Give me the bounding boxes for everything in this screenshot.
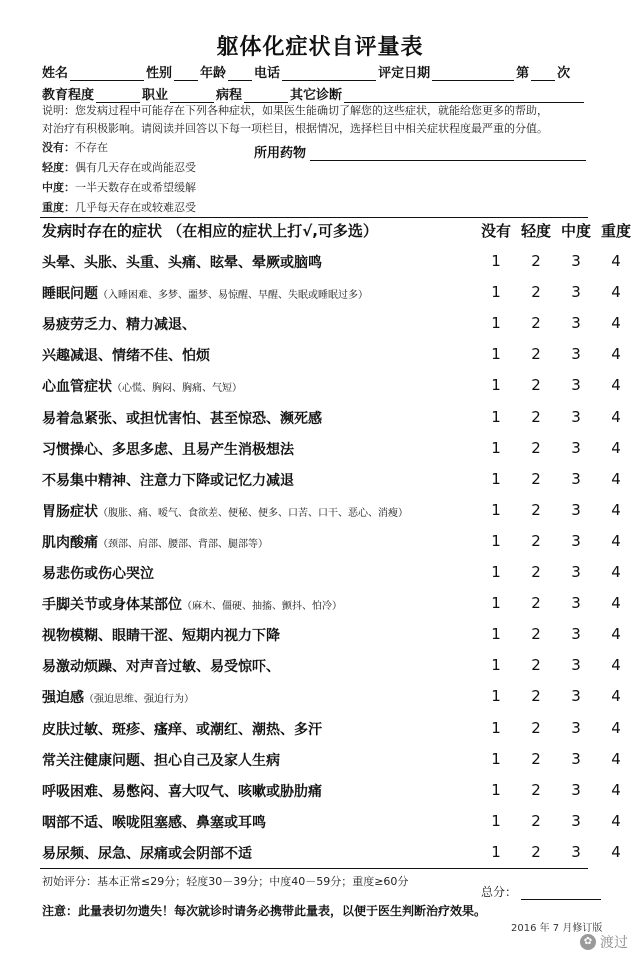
score-option[interactable]: 1 bbox=[491, 469, 501, 488]
symptom-label bbox=[42, 719, 322, 739]
score-option[interactable]: 2 bbox=[531, 842, 541, 861]
table-row bbox=[42, 526, 621, 557]
wechat-icon: ✿ bbox=[580, 934, 596, 950]
symptom-label bbox=[42, 376, 242, 396]
job-field[interactable] bbox=[170, 88, 214, 103]
symptom-main: 皮肤过敏、斑疹、瘙痒、或潮红、潮热、多汗 bbox=[42, 721, 322, 738]
date-field[interactable] bbox=[432, 66, 514, 81]
symptom-label bbox=[42, 345, 210, 365]
other-diagnosis-field[interactable] bbox=[344, 88, 584, 103]
symptom-label bbox=[42, 252, 322, 272]
score-option[interactable]: 1 bbox=[491, 811, 501, 830]
form-title: 躯体化症状自评量表 bbox=[216, 35, 424, 60]
score-option[interactable]: 3 bbox=[571, 500, 581, 519]
symptom-label bbox=[42, 625, 280, 645]
times-label: 次 bbox=[557, 66, 571, 81]
level-moderate: 中度 bbox=[560, 222, 591, 240]
score-options bbox=[476, 532, 636, 558]
score-option[interactable]: 2 bbox=[531, 718, 541, 737]
score-option[interactable]: 4 bbox=[611, 407, 621, 426]
score-option[interactable]: 3 bbox=[571, 656, 581, 675]
symptom-main: 呼吸困难、易憋闷、喜大叹气、咳嗽或胁肋痛 bbox=[42, 783, 322, 800]
score-option[interactable]: 4 bbox=[611, 531, 621, 550]
score-option[interactable]: 4 bbox=[611, 594, 621, 613]
table-row bbox=[42, 650, 621, 681]
table-row bbox=[42, 495, 621, 526]
score-options bbox=[476, 687, 636, 713]
score-option[interactable]: 2 bbox=[531, 438, 541, 457]
symptom-label bbox=[42, 314, 196, 334]
legend-item: 重度：几乎每天存在或较难忍受 bbox=[42, 201, 196, 214]
score-option[interactable]: 1 bbox=[491, 780, 501, 799]
score-option[interactable]: 4 bbox=[611, 718, 621, 737]
symptom-main: 睡眠问题 bbox=[42, 286, 98, 303]
name-label: 姓名 bbox=[42, 66, 69, 81]
medication-label: 所用药物 bbox=[254, 146, 307, 161]
symptom-detail: （强迫思维、强迫行为） bbox=[84, 694, 194, 706]
level-severe: 重度 bbox=[600, 222, 631, 240]
score-option[interactable]: 2 bbox=[531, 811, 541, 830]
education-label: 教育程度 bbox=[42, 88, 95, 103]
level-none: 没有 bbox=[480, 222, 511, 240]
score-options bbox=[476, 314, 636, 340]
job-label: 职业 bbox=[142, 88, 169, 103]
score-option[interactable]: 3 bbox=[571, 780, 581, 799]
score-option[interactable]: 4 bbox=[611, 811, 621, 830]
symptom-label bbox=[42, 532, 268, 552]
instructions-line-2: 对治疗有积极影响。请阅读并回答以下每一项栏目，根据情况，选择栏目中相关症状程度最严重的分值。 bbox=[42, 122, 548, 135]
score-options bbox=[476, 283, 636, 309]
info-row-1 bbox=[42, 62, 602, 81]
name-field[interactable] bbox=[70, 66, 144, 81]
score-option[interactable]: 2 bbox=[531, 407, 541, 426]
score-options bbox=[476, 656, 636, 682]
symptom-detail: （入睡困难、多梦、噩梦、易惊醒、早醒、失眠或睡眠过多） bbox=[98, 290, 368, 302]
symptom-label bbox=[42, 439, 294, 459]
table-row bbox=[42, 370, 621, 401]
score-option[interactable]: 3 bbox=[571, 314, 581, 333]
symptom-main: 易疲劳乏力、精力减退、 bbox=[42, 317, 196, 334]
score-option[interactable]: 1 bbox=[491, 842, 501, 861]
initial-score: 初始评分：基本正常≤29分；轻度30－39分；中度40－59分；重度≥60分 bbox=[42, 875, 409, 888]
score-option[interactable]: 4 bbox=[611, 749, 621, 768]
table-row bbox=[42, 744, 621, 775]
nth-label: 第 bbox=[516, 66, 530, 81]
course-label: 病程 bbox=[216, 88, 243, 103]
score-option[interactable]: 4 bbox=[611, 563, 621, 581]
score-options bbox=[476, 408, 636, 434]
total-label: 总分： bbox=[481, 885, 518, 899]
score-option[interactable]: 3 bbox=[571, 718, 581, 737]
score-option[interactable]: 4 bbox=[611, 780, 621, 799]
revision-note: 2016 年 7 月修订版 bbox=[511, 923, 603, 934]
table-row bbox=[42, 277, 621, 308]
table-row bbox=[42, 588, 621, 619]
symptom-header: 发病时存在的症状 （在相应的症状上打√,可多选） bbox=[42, 222, 378, 240]
score-option[interactable]: 1 bbox=[491, 718, 501, 737]
score-option[interactable]: 2 bbox=[531, 656, 541, 675]
score-option[interactable]: 4 bbox=[611, 625, 621, 644]
symptom-label bbox=[42, 563, 154, 583]
symptom-label bbox=[42, 283, 368, 303]
score-option[interactable]: 3 bbox=[571, 469, 581, 488]
score-option[interactable]: 2 bbox=[531, 780, 541, 799]
score-options bbox=[476, 719, 636, 745]
score-option[interactable]: 2 bbox=[531, 531, 541, 550]
score-option[interactable]: 1 bbox=[491, 594, 501, 613]
score-option[interactable]: 2 bbox=[531, 376, 541, 395]
score-option[interactable]: 4 bbox=[611, 314, 621, 333]
score-option[interactable]: 1 bbox=[491, 500, 501, 519]
score-option[interactable]: 4 bbox=[611, 469, 621, 488]
score-option[interactable]: 1 bbox=[491, 407, 501, 426]
score-options bbox=[476, 563, 636, 589]
table-row bbox=[42, 681, 621, 712]
legend-item: 中度：一半天数存在或希望缓解 bbox=[42, 181, 196, 194]
symptom-main: 常关注健康问题、担心自己及家人生病 bbox=[42, 752, 280, 769]
notice: 注意：此量表切勿遗失！每次就诊时请务必携带此量表，以便于医生判断治疗效果。 bbox=[42, 904, 487, 918]
table-row bbox=[42, 713, 621, 744]
symptom-main: 手脚关节或身体某部位 bbox=[42, 597, 182, 614]
symptom-main: 易悲伤或伤心哭泣 bbox=[42, 566, 154, 582]
score-option[interactable]: 4 bbox=[611, 687, 621, 706]
score-option[interactable]: 1 bbox=[491, 656, 501, 675]
symptom-main: 习惯操心、多思多虑、且易产生消极想法 bbox=[42, 441, 294, 458]
score-option[interactable]: 2 bbox=[531, 500, 541, 519]
score-option[interactable]: 2 bbox=[531, 687, 541, 706]
total-score bbox=[481, 883, 601, 900]
score-option[interactable]: 4 bbox=[611, 376, 621, 395]
score-option[interactable]: 4 bbox=[611, 283, 621, 302]
score-option[interactable]: 2 bbox=[531, 345, 541, 364]
score-option[interactable]: 3 bbox=[571, 625, 581, 644]
age-label: 年龄 bbox=[200, 66, 227, 81]
score-options bbox=[476, 376, 636, 402]
visit-count-field[interactable] bbox=[531, 66, 555, 81]
score-option[interactable]: 2 bbox=[531, 252, 541, 270]
symptom-main: 易尿频、尿急、尿痛或会阴部不适 bbox=[42, 845, 252, 862]
score-option[interactable]: 4 bbox=[611, 842, 621, 861]
score-options bbox=[476, 625, 636, 651]
table-row bbox=[42, 619, 621, 650]
score-options bbox=[476, 812, 636, 838]
score-option[interactable]: 4 bbox=[611, 656, 621, 675]
watermark bbox=[580, 932, 628, 952]
age-field[interactable] bbox=[228, 66, 252, 81]
score-option[interactable]: 2 bbox=[531, 594, 541, 613]
score-option[interactable]: 4 bbox=[611, 345, 621, 364]
score-option[interactable]: 3 bbox=[571, 687, 581, 706]
symptom-main: 易着急紧张、或担忧害怕、甚至惊恐、濒死感 bbox=[42, 410, 322, 427]
table-row bbox=[42, 806, 621, 837]
level-mild: 轻度 bbox=[520, 222, 551, 240]
score-option[interactable]: 1 bbox=[491, 438, 501, 457]
symptom-main: 头晕、头胀、头重、头痛、眩晕、晕厥或脑鸣 bbox=[42, 255, 322, 271]
symptom-main: 兴趣减退、情绪不佳、怕烦 bbox=[42, 348, 210, 365]
score-option[interactable]: 1 bbox=[491, 314, 501, 333]
score-option[interactable]: 4 bbox=[611, 500, 621, 519]
symptom-label bbox=[42, 408, 322, 428]
symptom-label bbox=[42, 750, 280, 770]
score-options bbox=[476, 439, 636, 465]
score-option[interactable]: 4 bbox=[611, 438, 621, 457]
symptom-main: 易激动烦躁、对声音过敏、易受惊吓、 bbox=[42, 659, 280, 676]
table-row bbox=[42, 246, 621, 277]
score-option[interactable]: 1 bbox=[491, 625, 501, 644]
instructions-line-1: 说明：您发病过程中可能存在下列各种症状，如果医生能确切了解您的这些症状，就能给您更多的帮助， bbox=[42, 104, 548, 117]
medication-row bbox=[254, 142, 586, 161]
symptom-detail: （腹胀、痛、嗳气、食欲差、便秘、便多、口苦、口干、恶心、消瘦） bbox=[98, 507, 408, 519]
symptom-detail: （心慌、胸闷、胸痛、气短） bbox=[112, 383, 242, 395]
medication-field[interactable] bbox=[310, 146, 586, 161]
total-field[interactable] bbox=[521, 887, 601, 900]
date-label: 评定日期 bbox=[378, 66, 431, 81]
score-options bbox=[476, 345, 636, 371]
symptom-label bbox=[42, 812, 266, 832]
symptom-main: 肌肉酸痛 bbox=[42, 534, 98, 551]
score-option[interactable]: 2 bbox=[531, 563, 541, 581]
other-diagnosis-label: 其它诊断 bbox=[290, 88, 343, 103]
severity-legend bbox=[42, 138, 196, 218]
legend-item: 没有：不存在 bbox=[42, 141, 108, 154]
score-option[interactable]: 2 bbox=[531, 625, 541, 644]
course-field[interactable] bbox=[244, 88, 288, 103]
phone-label: 电话 bbox=[254, 66, 281, 81]
severity-headers bbox=[476, 220, 636, 246]
gender-label: 性别 bbox=[146, 66, 173, 81]
score-options bbox=[476, 594, 636, 620]
symptom-main: 心血管症状 bbox=[42, 379, 112, 396]
symptom-main: 强迫感 bbox=[42, 690, 84, 707]
info-row-2 bbox=[42, 84, 602, 103]
symptom-detail: （麻木、僵硬、抽搐、颤抖、怕冷） bbox=[182, 601, 342, 613]
score-option[interactable]: 3 bbox=[571, 594, 581, 613]
score-options bbox=[476, 252, 636, 278]
score-option[interactable]: 2 bbox=[531, 314, 541, 333]
score-option[interactable]: 3 bbox=[571, 376, 581, 395]
table-row bbox=[42, 339, 621, 370]
score-options bbox=[476, 501, 636, 527]
symptom-label bbox=[42, 843, 252, 863]
table-row bbox=[42, 433, 621, 464]
score-option[interactable]: 2 bbox=[531, 469, 541, 488]
symptom-main: 胃肠症状 bbox=[42, 503, 98, 520]
symptom-main: 不易集中精神、注意力下降或记忆力减退 bbox=[42, 472, 294, 489]
symptom-label bbox=[42, 594, 342, 614]
symptom-detail: （颈部、肩部、腰部、背部、腿部等） bbox=[98, 538, 268, 550]
instructions bbox=[42, 102, 612, 138]
symptom-label bbox=[42, 470, 294, 490]
legend-item: 轻度：偶有几天存在或尚能忍受 bbox=[42, 161, 196, 174]
score-option[interactable]: 3 bbox=[571, 563, 581, 581]
score-option[interactable]: 2 bbox=[531, 749, 541, 768]
score-options bbox=[476, 470, 636, 496]
table-row bbox=[42, 837, 621, 868]
score-option[interactable]: 1 bbox=[491, 345, 501, 364]
score-option[interactable]: 2 bbox=[531, 283, 541, 302]
score-option[interactable]: 1 bbox=[491, 687, 501, 706]
score-option[interactable]: 1 bbox=[491, 749, 501, 768]
score-option[interactable]: 3 bbox=[571, 811, 581, 830]
symptom-label bbox=[42, 687, 194, 707]
phone-field[interactable] bbox=[282, 66, 376, 81]
table-row bbox=[42, 464, 621, 495]
table-row bbox=[42, 775, 621, 806]
symptom-main: 咽部不适、喉咙阻塞感、鼻塞或耳鸣 bbox=[42, 814, 266, 831]
symptom-label bbox=[42, 781, 322, 801]
score-options bbox=[476, 781, 636, 807]
score-option[interactable]: 3 bbox=[571, 252, 581, 270]
score-option[interactable]: 4 bbox=[611, 252, 621, 270]
score-option[interactable]: 3 bbox=[571, 438, 581, 457]
table-row bbox=[42, 308, 621, 339]
watermark-text: 渡过 bbox=[600, 935, 628, 951]
score-option[interactable]: 3 bbox=[571, 531, 581, 550]
score-option[interactable]: 1 bbox=[491, 563, 501, 581]
score-options bbox=[476, 843, 636, 869]
table-row bbox=[42, 557, 621, 588]
symptom-label bbox=[42, 501, 408, 521]
score-option[interactable]: 3 bbox=[571, 283, 581, 302]
score-option[interactable]: 3 bbox=[571, 842, 581, 861]
score-option[interactable]: 3 bbox=[571, 345, 581, 364]
symptom-label bbox=[42, 656, 280, 676]
score-options bbox=[476, 750, 636, 776]
table-header bbox=[42, 218, 631, 244]
score-option[interactable]: 3 bbox=[571, 749, 581, 768]
score-option[interactable]: 1 bbox=[491, 376, 501, 395]
gender-field[interactable] bbox=[174, 66, 198, 81]
education-field[interactable] bbox=[96, 88, 140, 103]
symptom-main: 视物模糊、眼睛干涩、短期内视力下降 bbox=[42, 628, 280, 645]
score-option[interactable]: 1 bbox=[491, 531, 501, 550]
score-option[interactable]: 1 bbox=[491, 252, 501, 270]
table-bottom-rule bbox=[40, 868, 588, 869]
score-option[interactable]: 1 bbox=[491, 283, 501, 302]
score-option[interactable]: 3 bbox=[571, 407, 581, 426]
table-row bbox=[42, 402, 621, 433]
